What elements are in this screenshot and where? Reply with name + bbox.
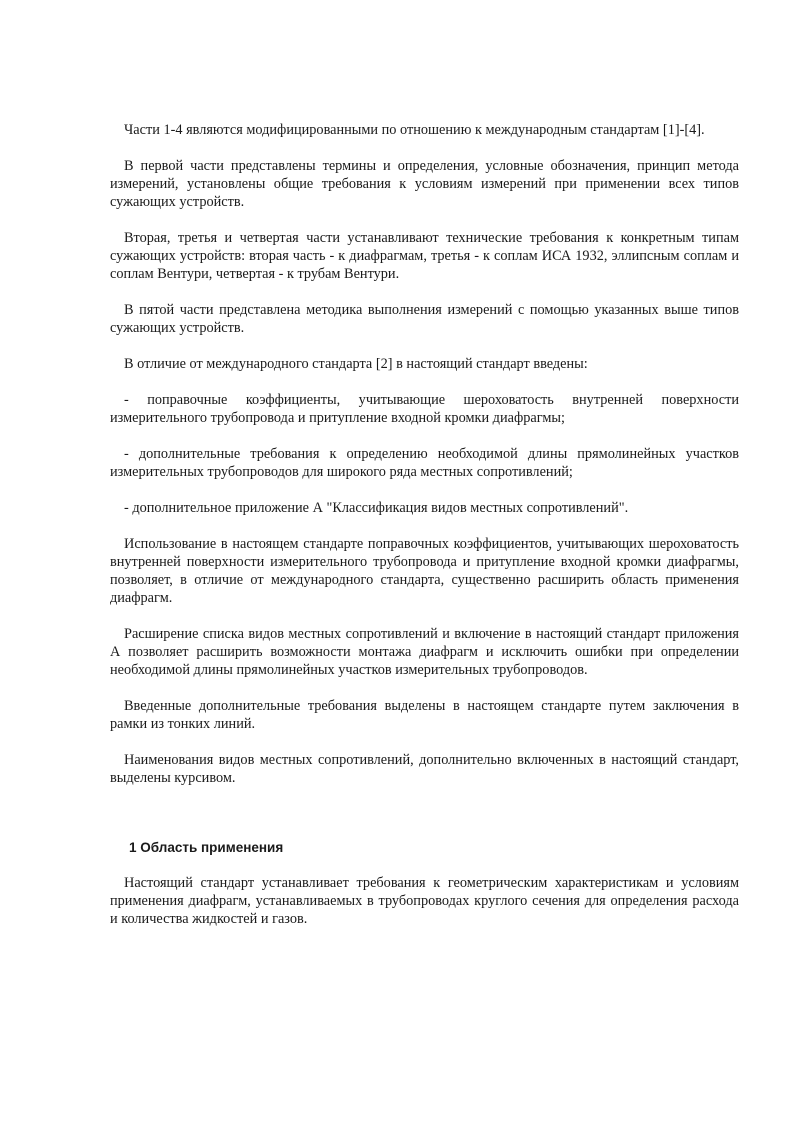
list-item-appendix-a: - дополнительное приложение А "Классификация видов местных сопротивлений".	[124, 500, 629, 516]
paragraph-usage-correction-factors: Использование в настоящем стандарте поправочных коэффициентов, учитывающих шероховатость внутренней поверхности измерительного трубопровода и притупление входной кромки диафрагмы, позволяет, в отличие от международного стандарта, существенно расширить область применения диафрагм.	[110, 536, 739, 606]
paragraph-part-five: В пятой части представлена методика выполнения измерений с помощью указанных выше типов сужающих устройств.	[110, 302, 739, 336]
section-heading-scope: 1 Область применения	[129, 840, 284, 855]
document-page	[110, 121, 739, 946]
paragraph-scope: Настоящий стандарт устанавливает требования к геометрическим характеристикам и условиям применения диафрагм, устанавливаемых в трубопроводах круглого сечения для определения расхода и количества жидкостей и газов.	[110, 875, 739, 927]
paragraph-parts-modified: Части 1-4 являются модифицированными по отношению к международным стандартам [1]-[4].	[124, 122, 705, 138]
list-item-correction-factors: - поправочные коэффициенты, учитывающие шероховатость внутренней поверхности измерительного трубопровода и притупление входной кромки диафрагмы;	[110, 392, 739, 426]
paragraph-differences-intro: В отличие от международного стандарта [2] в настоящий стандарт введены:	[124, 356, 588, 372]
paragraph-parts-two-to-four: Вторая, третья и четвертая части устанавливают технические требования к конкретным типам сужающих устройств: вторая часть - к диафрагмам, третья - к соплам ИСА 1932, эллипсным соплам и соплам Вентури, четвертая - к трубам Вентури.	[110, 230, 739, 282]
paragraph-part-one: В первой части представлены термины и определения, условные обозначения, принцип метода измерений, установлены общие требования к условиям измерений при применении всех типов сужающих устройств.	[110, 158, 739, 210]
paragraph-italic-names: Наименования видов местных сопротивлений, дополнительно включенных в настоящий стандарт, выделены курсивом.	[110, 752, 739, 786]
paragraph-extension-list: Расширение списка видов местных сопротивлений и включение в настоящий стандарт приложения А позволяет расширить возможности монтажа диафрагм и исключить ошибки при определении необходимой длины прямолинейных участков измерительных трубопроводов.	[110, 626, 739, 678]
paragraph-framed-requirements: Введенные дополнительные требования выделены в настоящем стандарте путем заключения в рамки из тонких линий.	[110, 698, 739, 732]
list-item-straight-lengths: - дополнительные требования к определению необходимой длины прямолинейных участков измерительных трубопроводов для широкого ряда местных сопротивлений;	[110, 446, 739, 480]
